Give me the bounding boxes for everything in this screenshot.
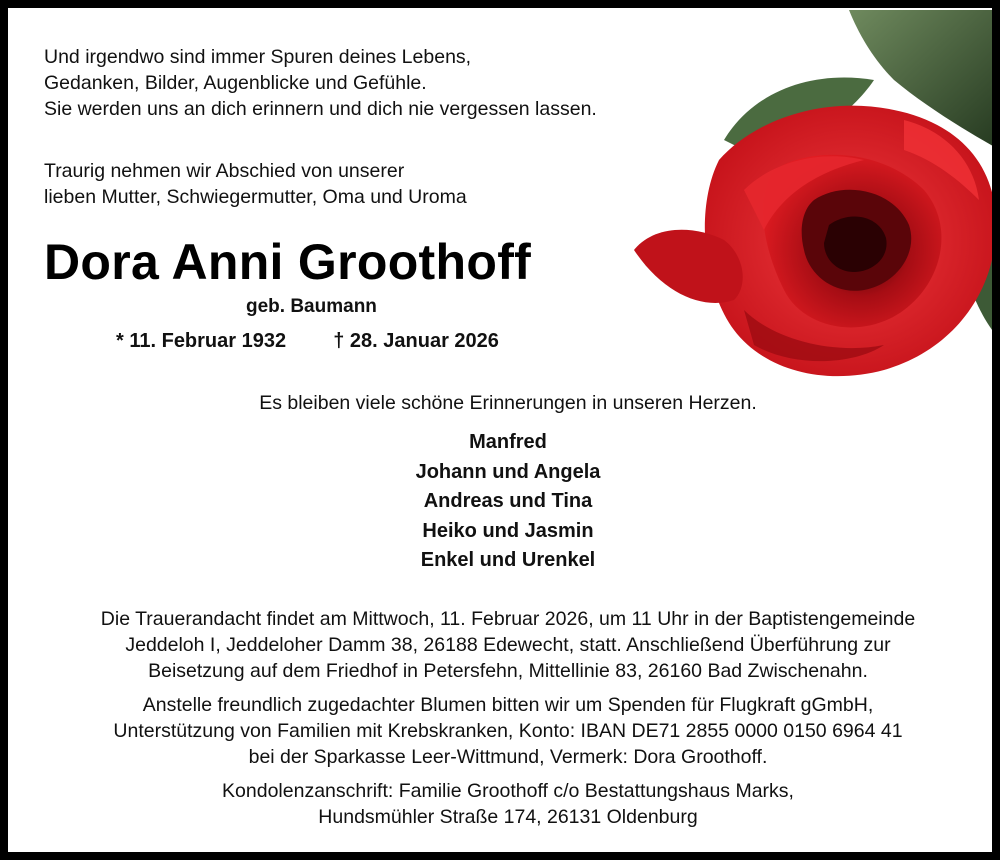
life-dates (116, 330, 499, 353)
death-date: † 28. Januar 2026 (333, 330, 499, 352)
memory-line: Es bleiben viele schöne Erinnerungen in unseren Herzen. (259, 392, 757, 414)
intro-line: Traurig nehmen wir Abschied von unserer (44, 160, 405, 182)
condolence-address (8, 778, 1000, 830)
service-info (8, 606, 1000, 684)
donation-line: Unterstützung von Familien mit Krebskranken, Konto: IBAN DE71 2855 0000 0150 6964 41 (113, 720, 903, 742)
condolence-line: Kondolenzanschrift: Familie Groothoff c/o Bestattungshaus Marks, (222, 780, 794, 802)
condolence-line: Hundsmühler Straße 174, 26131 Oldenburg (318, 806, 698, 828)
family-member: Manfred (469, 431, 547, 453)
intro-text (44, 158, 467, 210)
donation-line: bei der Sparkasse Leer-Wittmund, Vermerk: Dora Groothoff. (248, 746, 768, 768)
poem-line: Und irgendwo sind immer Spuren deines Lebens, (44, 46, 472, 68)
service-line: Jeddeloh I, Jeddeloher Damm 38, 26188 Edewecht, statt. Anschließend Überführung zur (125, 634, 891, 656)
deceased-name: Dora Anni Groothoff (44, 234, 532, 290)
family-member: Andreas und Tina (423, 490, 593, 512)
service-line: Beisetzung auf dem Friedhof in Petersfehn, Mittellinie 83, 26160 Bad Zwischenahn. (148, 660, 868, 682)
donation-info (8, 692, 1000, 770)
red-rose-image (624, 10, 1000, 388)
family-list (8, 428, 1000, 576)
birth-date: * 11. Februar 1932 (116, 330, 287, 352)
family-member: Heiko und Jasmin (422, 519, 594, 542)
maiden-name: geb. Baumann (246, 296, 377, 317)
family-member: Enkel und Urenkel (420, 549, 596, 571)
donation-line: Anstelle freundlich zugedachter Blumen bitten wir um Spenden für Flugkraft gGmbH, (142, 694, 874, 716)
family-member: Johann und Angela (415, 460, 601, 483)
poem (44, 44, 597, 122)
intro-line: lieben Mutter, Schwiegermutter, Oma und Uroma (44, 186, 467, 208)
poem-line: Gedanken, Bilder, Augenblicke und Gefühle. (44, 72, 427, 94)
service-line: Die Trauerandacht findet am Mittwoch, 11. Februar 2026, um 11 Uhr in der Baptistengemeinde (100, 608, 916, 630)
poem-line: Sie werden uns an dich erinnern und dich nie vergessen lassen. (44, 98, 597, 120)
